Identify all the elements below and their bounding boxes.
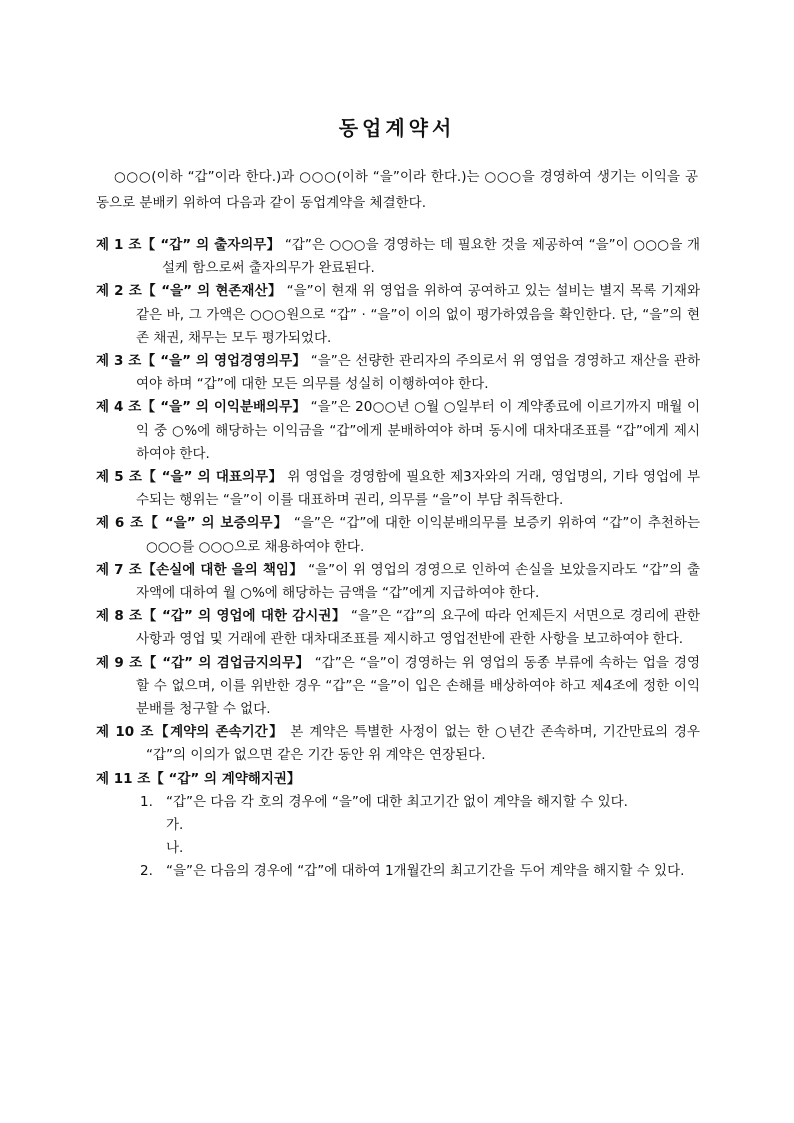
article-8 (96, 605, 700, 651)
article-11-sub-na: 나. (166, 840, 184, 857)
intro-paragraph: ○○○(이하 “갑”이라 한다.)과 ○○○(이하 “을”이라 한다.)는 ○○○을 경영하여 생기는 이익을 공동으로 분배키 위하여 다음과 같이 동업계약을 체결한다. (96, 169, 698, 211)
article-6-heading: 제 6 조【 “을” 의 보증의무】 (96, 515, 289, 532)
article-11-item-1-text: “갑”은 다음 각 호의 경우에 “을”에 대한 최고기간 없이 계약을 해지할 수 있다. (166, 793, 628, 810)
article-11-item-2-number: 2. (140, 863, 153, 880)
article-4 (96, 396, 700, 466)
article-7-body: “을”이 위 영업의 경영으로 인하여 손실을 보았을지라도 “갑”의 출자액에 대하여 월 ○%에 해당하는 금액을 “갑”에게 지급하여야 한다. (136, 561, 700, 602)
article-4-body: “을”은 20○○년 ○월 ○일부터 이 계약종료에 이르기까지 매월 이익 중 ○%에 해당하는 이익금을 “갑”에게 분배하여야 하며 동시에 대차대조표를 “갑”에게 제시하여야 한다. (136, 399, 700, 462)
article-10-body: 본 계약은 특별한 사정이 없는 한 ○년간 존속하며, 기간만료의 경우 “갑”의 이의가 없으면 같은 기간 동안 위 계약은 연장된다. (146, 724, 700, 764)
article-11-sub-ga: 가. (166, 817, 184, 834)
article-8-heading: 제 8 조【 “갑” 의 영업에 대한 감시권】 (96, 608, 347, 625)
article-1-heading: 제 1 조【 “갑” 의 출자의무】 (96, 237, 281, 253)
article-1-body: “갑”은 ○○○을 경영하는 데 필요한 것을 제공하여 “을”이 ○○○을 개설케 함으로써 출자의무가 완료된다. (162, 237, 700, 277)
article-9-body: “갑”은 “을”이 경영하는 위 영업의 동종 부류에 속하는 업을 경영할 수 없으며, 이를 위반한 경우 “갑”은 “을”이 입은 손해를 배상하여야 하고 제4조에 정한 이익분배를 청구할 수 없다. (136, 654, 700, 718)
article-11 (96, 768, 700, 791)
article-11-item-2-text: “을”은 다음의 경우에 “갑”에 대하여 1개월간의 최고기간을 두어 계약을 해지할 수 있다. (166, 863, 685, 880)
article-1 (96, 234, 700, 280)
article-7 (96, 559, 700, 605)
article-5-heading: 제 5 조【 “을” 의 대표의무】 (96, 469, 283, 486)
article-4-heading: 제 4 조【 “을” 의 이익분배의무】 (96, 399, 307, 416)
article-3 (96, 350, 700, 396)
article-9-heading: 제 9 조【 “갑” 의 겸업금지의무】 (96, 654, 310, 671)
article-6-body: “을”은 “갑”에 대한 이익분배의무를 보증키 위하여 “갑”이 추천하는 ○○○를 ○○○으로 채용하여야 한다. (146, 515, 700, 555)
article-11-item-2 (96, 860, 700, 883)
article-8-body: “을”은 “갑”의 요구에 따라 언제든지 서면으로 경리에 관한 사항과 영업 및 거래에 관한 대차대조표를 제시하고 영업전반에 관한 사항을 보고하여야 한다. (136, 608, 700, 648)
article-2-body: “을”이 현재 위 영업을 위하여 공여하고 있는 설비는 별지 목록 기재와 같은 바, 그 가액은 ○○○원으로 “갑” · “을”이 이의 없이 평가하였음을 확인한다. 단, “을”의 현존 채권, 채무는 모두 평가되었다. (136, 283, 700, 346)
article-5 (96, 466, 700, 512)
article-7-heading: 제 7 조【손실에 대한 을의 책임】 (96, 561, 304, 578)
article-11-heading: 제 11 조【 “갑” 의 계약해지권】 (96, 770, 301, 787)
article-2 (96, 280, 700, 350)
document-title: 동업계약서 (338, 116, 456, 140)
article-5-body: 위 영업을 경영함에 필요한 제3자와의 거래, 영업명의, 기타 영업에 부수되는 행위는 “을”이 이를 대표하며 권리, 의무를 “을”이 부담 취득한다. (136, 469, 700, 509)
article-2-heading: 제 2 조【 “을” 의 현존재산】 (96, 283, 282, 300)
article-9 (96, 652, 700, 722)
article-10-heading: 제 10 조【계약의 존속기간】 (96, 724, 285, 741)
article-3-body: “을”은 선량한 관리자의 주의로서 위 영업을 경영하고 재산을 관하여야 하며 “갑”에 대한 모든 의무를 성실히 이행하여야 한다. (136, 353, 700, 393)
article-11-item-1-number: 1. (140, 793, 153, 810)
article-6 (96, 512, 700, 558)
article-list (96, 234, 700, 884)
article-3-heading: 제 3 조【 “을” 의 영업경영의무】 (96, 353, 307, 370)
article-11-item-1 (96, 791, 700, 814)
article-10 (96, 721, 700, 767)
